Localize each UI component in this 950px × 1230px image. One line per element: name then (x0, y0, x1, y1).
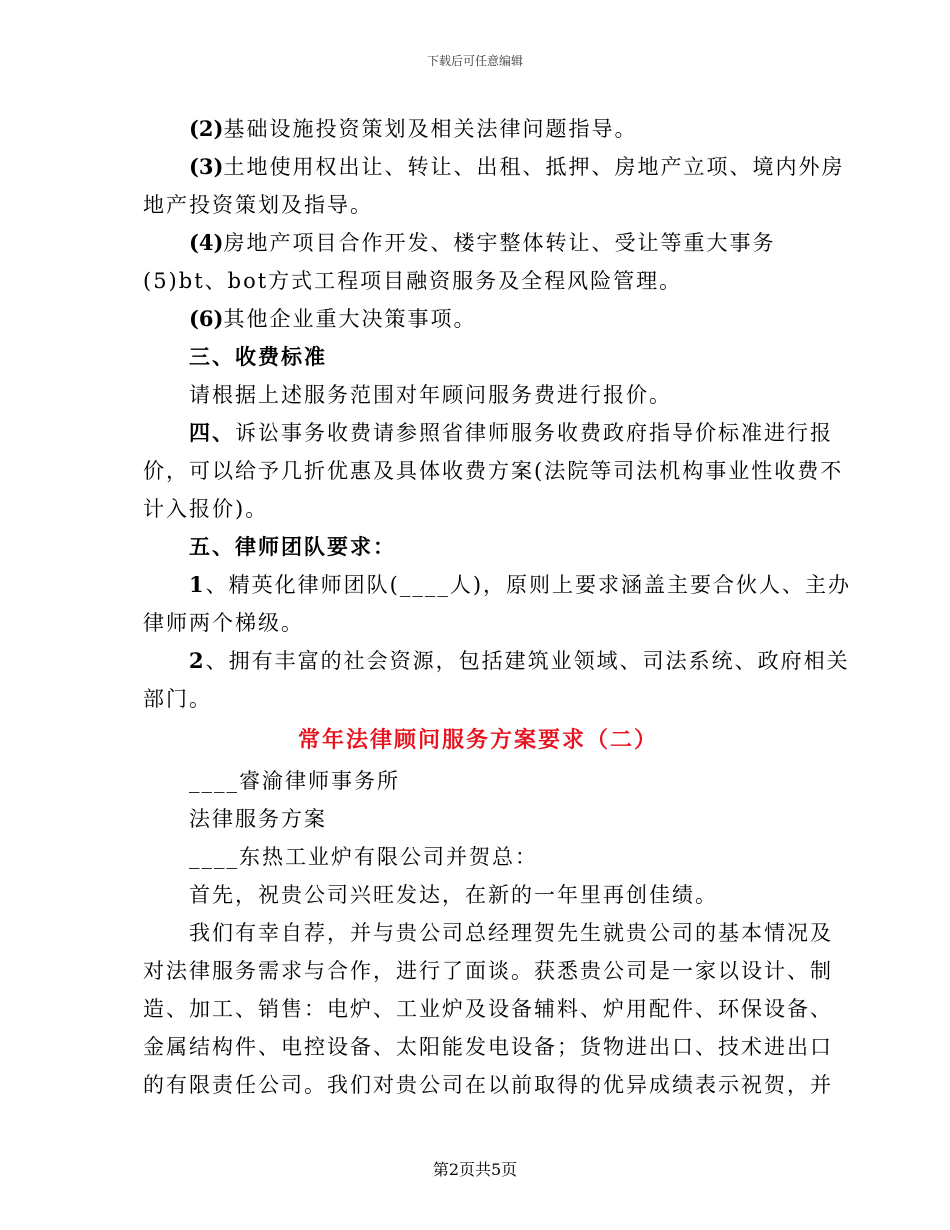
section-number: 四、 (189, 420, 235, 445)
page-footer: 第2页共5页 (432, 1160, 518, 1179)
document-body (143, 110, 852, 1104)
paragraph-item-6 (143, 300, 813, 338)
section-text: 诉讼事务收费请参照省律师服务收费政府指导价标准进行报 (235, 421, 833, 445)
salutation: ____东热工业炉有限公司并贺总： (189, 845, 538, 869)
section-heading-3: 三、收费标准 (189, 344, 327, 369)
item-number: (4) (189, 230, 224, 255)
paragraph-team-2-cont: 部门。 (143, 687, 212, 711)
greeting: 首先，祝贵公司兴旺发达，在新的一年里再创佳绩。 (189, 883, 718, 907)
item-text: 基础设施投资策划及相关法律问题指导。 (223, 117, 638, 141)
section-heading-5: 五、律师团队要求： (189, 534, 396, 559)
item-number: (6) (189, 306, 224, 331)
intro-paragraph-l3: 造、加工、销售：电炉、工业炉及设备辅料、炉用配件、环保设备、 (143, 997, 833, 1021)
paragraph-team-1 (143, 566, 852, 604)
paragraph-item-2 (143, 110, 813, 148)
item-number: (3) (189, 154, 224, 179)
paragraph-section-4 (143, 414, 833, 452)
item-text: 、拥有丰富的社会资源，包括建筑业领域、司法系统、政府相关 (205, 649, 850, 673)
page-header: 下载后可任意编辑 (426, 54, 523, 68)
paragraph-team-2 (143, 642, 850, 680)
document-title-2: 常年法律顾问服务方案要求（二） (297, 727, 658, 753)
intro-paragraph-l1: 我们有幸自荐，并与贵公司总经理贺先生就贵公司的基本情况及 (189, 921, 833, 945)
item-text: 房地产项目合作开发、楼宇整体转让、受让等重大事务 (223, 231, 776, 255)
paragraph-item-3 (143, 148, 845, 186)
paragraph-section-4-cont1: 价，可以给予几折优惠及具体收费方案(法院等司法机构事业性收费不 (143, 459, 844, 483)
plan-title: 法律服务方案 (189, 807, 327, 831)
intro-paragraph-l2: 对法律服务需求与合作，进行了面谈。获悉贵公司是一家以设计、制 (143, 959, 833, 983)
item-text: 土地使用权出让、转让、出租、抵押、房地产立项、境内外房 (223, 155, 845, 179)
item-text: 其他企业重大决策事项。 (223, 307, 477, 331)
intro-paragraph-l4: 金属结构件、电控设备、太阳能发电设备；货物进出口、技术进出口 (143, 1035, 833, 1059)
paragraph-item-3-cont: 地产投资策划及指导。 (143, 193, 373, 217)
item-text: 、精英化律师团队(____人)，原则上要求涵盖主要合伙人、主办 (205, 573, 852, 597)
paragraph-team-1-cont: 律师两个梯级。 (143, 611, 304, 635)
paragraph-fee: 请根据上述服务范围对年顾问服务费进行报价。 (189, 383, 672, 407)
law-firm-name: ____睿渝律师事务所 (189, 769, 400, 793)
paragraph-section-4-cont2: 计入报价)。 (143, 497, 269, 521)
item-number: 2 (189, 648, 206, 673)
paragraph-item-4 (143, 224, 813, 262)
item-number: 1 (189, 572, 206, 597)
paragraph-item-5: (5)bt、bot方式工程项目融资服务及全程风险管理。 (143, 269, 683, 293)
item-number: (2) (189, 116, 224, 141)
intro-paragraph-l5: 的有限责任公司。我们对贵公司在以前取得的优异成绩表示祝贺，并 (143, 1073, 833, 1097)
